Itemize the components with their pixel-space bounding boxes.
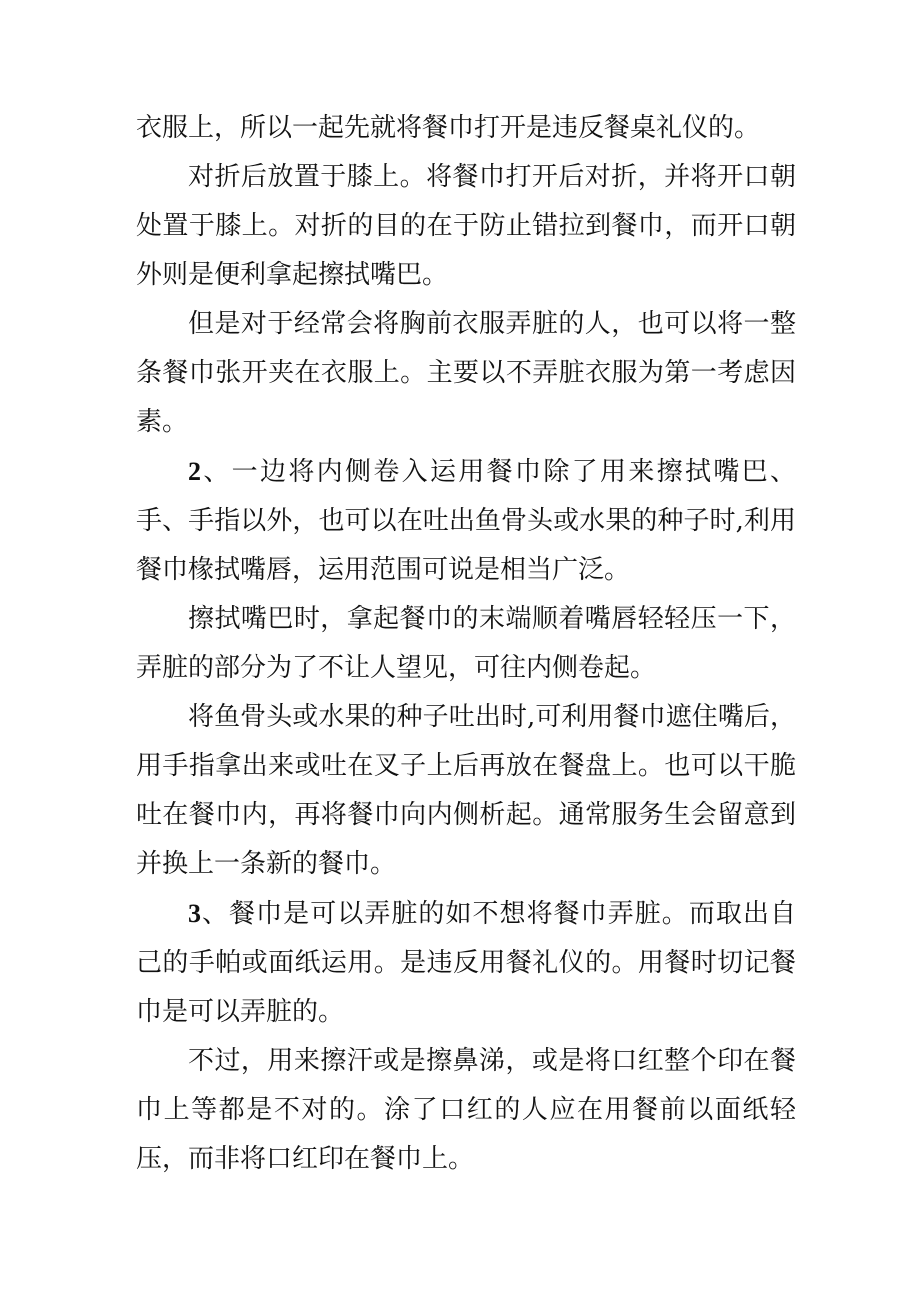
paragraph-2	[136, 153, 796, 300]
paragraph-7	[136, 889, 796, 1037]
section-number: 2	[188, 457, 201, 486]
paragraph-8	[136, 1037, 796, 1184]
document-body	[136, 104, 796, 1184]
paragraph-1	[136, 104, 796, 153]
paragraph-text: 衣服上，所以一起先就将餐巾打开是违反餐桌礼仪的。	[136, 113, 761, 143]
paragraph-5	[136, 595, 796, 693]
paragraph-text: 、一边将内侧卷入运用餐巾除了用来擦拭嘴巴、手、手指以外，也可以在吐出鱼骨头或水果的种子时,利用餐巾椽拭嘴唇，运用范围可说是相当广泛。	[136, 457, 796, 585]
paragraph-text: 不过，用来擦汗或是擦鼻涕，或是将口红整个印在餐巾上等都是不对的。涂了口红的人应在用餐前以面纸轻压，而非将口红印在餐巾上。	[136, 1046, 796, 1174]
paragraph-text: 将鱼骨头或水果的种子吐出时,可利用餐巾遮住嘴后，用手指拿出来或吐在叉子上后再放在餐盘上。也可以干脆吐在餐巾内，再将餐巾向内侧析起。通常服务生会留意到并换上一条新的餐巾。	[136, 702, 796, 879]
paragraph-4	[136, 447, 796, 595]
paragraph-text: 擦拭嘴巴时，拿起餐巾的末端顺着嘴唇轻轻压一下，弄脏的部分为了不让人望见，可往内侧卷起。	[136, 604, 796, 683]
paragraph-text: 、餐巾是可以弄脏的如不想将餐巾弄脏。而取出自己的手帕或面纸运用。是违反用餐礼仪的。用餐时切记餐巾是可以弄脏的。	[136, 899, 796, 1027]
paragraph-text: 对折后放置于膝上。将餐巾打开后对折，并将开口朝处置于膝上。对折的目的在于防止错拉到餐巾，而开口朝外则是便利拿起擦拭嘴巴。	[136, 162, 796, 290]
paragraph-6	[136, 693, 796, 889]
section-number: 3	[188, 899, 201, 928]
paragraph-3	[136, 300, 796, 447]
paragraph-text: 但是对于经常会将胸前衣服弄脏的人，也可以将一整条餐巾张开夹在衣服上。主要以不弄脏衣服为第一考虑因素。	[136, 309, 796, 437]
